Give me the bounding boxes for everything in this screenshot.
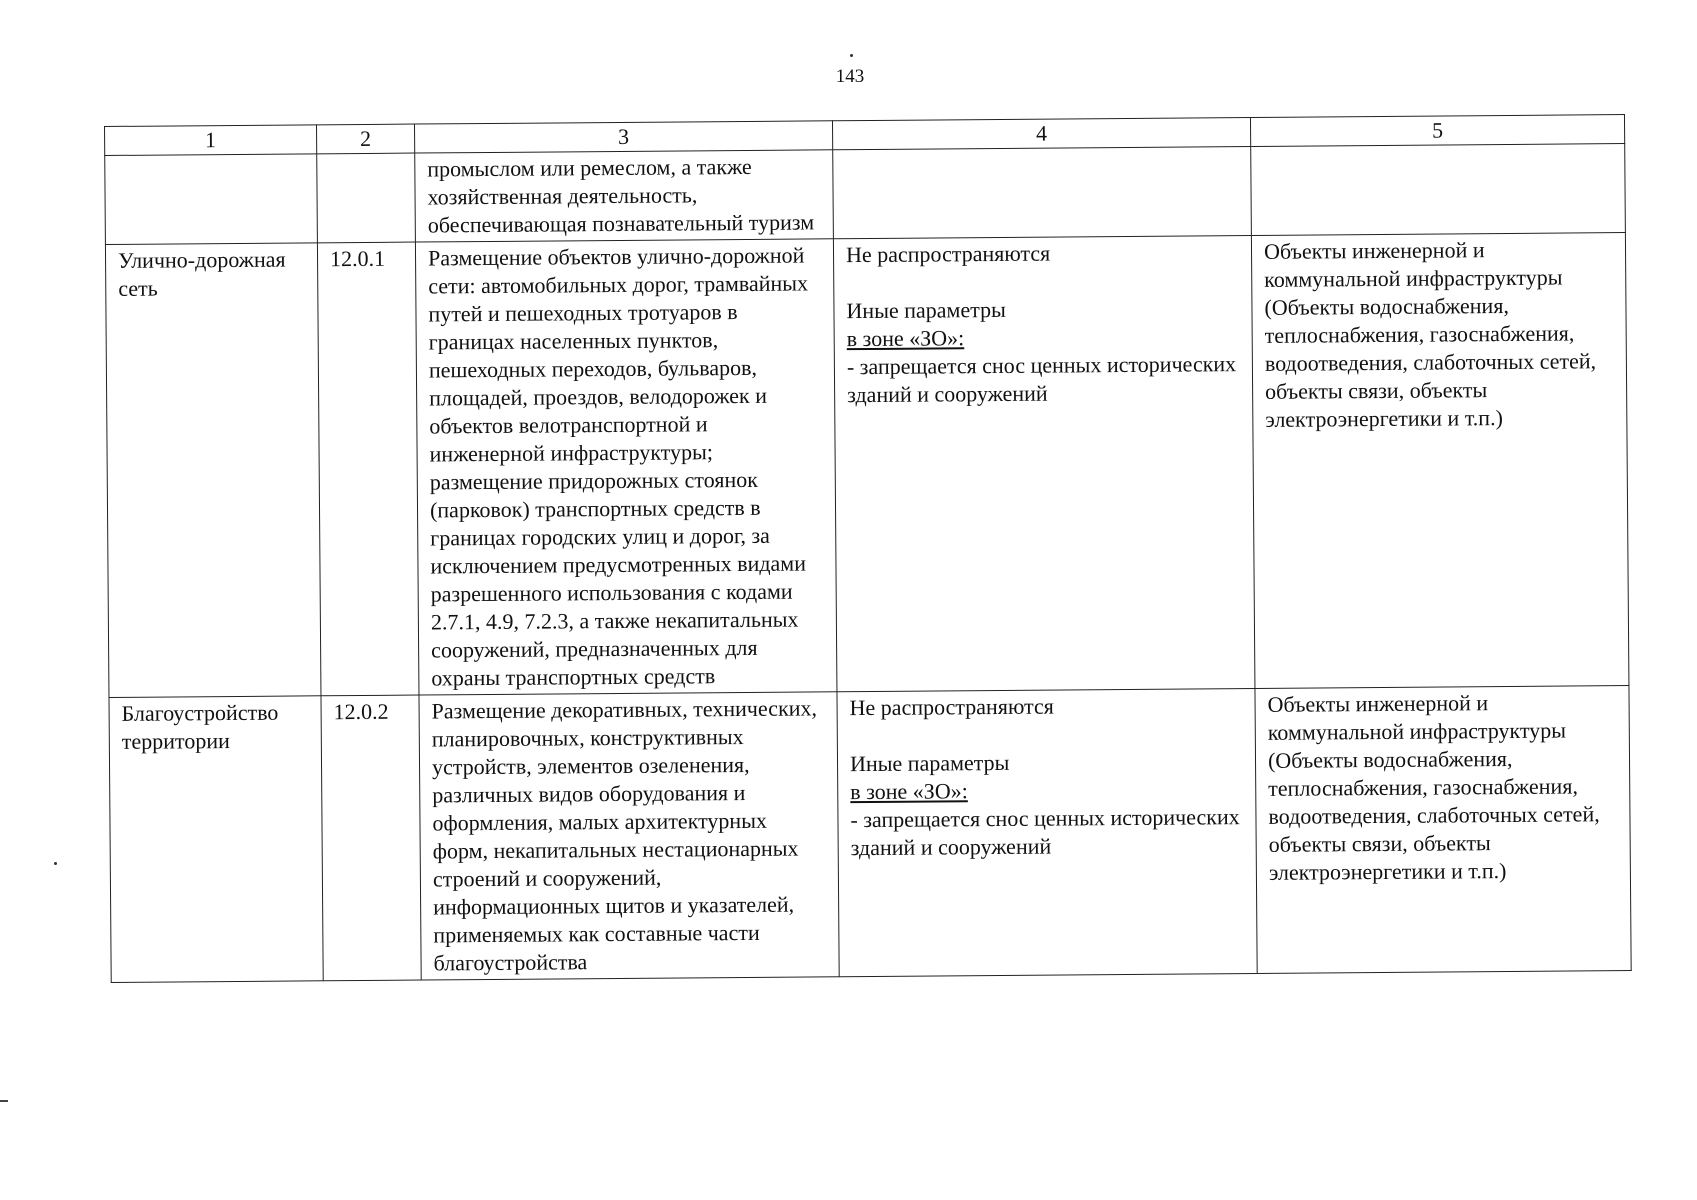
auxiliary-uses-cell [1251,144,1626,236]
use-description-cell: Размещение объектов улично-дорожной сети: автомобильных дорог, трамвайных путей и пешеходных тротуаров в границах населенных пунктов, пешеходных переходов, бульваров, площадей, проездов, велодорожек и объектов велотранспортной и инженерной инфраструктуры; размещение придорожных стоянок (парковок) транспортных средств в границах городских улиц и дорог, за исключением предусмотренных видами разрешенного использования с кодами 2.7.1, 4.9, 7.2.3, а также некапитальных сооружений, предназначенных для охраны транспортных средств [415,239,837,695]
parameters-cell [837,688,1257,976]
parameters-status: Не распространяются [845,240,1051,268]
column-header: 4 [832,117,1250,149]
use-name-cell: Улично-дорожная сеть [105,243,321,698]
use-code-cell: 12.0.1 [317,242,419,696]
page-number: 143 [835,66,865,87]
table-row-continuation [105,144,1626,245]
use-description-cell: промыслом или ремеслом, а также хозяйственная деятельность, обеспечивающая познавательный туризм [415,150,834,242]
zoning-table [104,114,1632,983]
parameters-cell [833,235,1255,691]
auxiliary-uses-cell: Объекты инженерной и коммунальной инфраструктуры (Объекты водоснабжения, теплоснабжения, газоснабжения, водоотведения, слаботочных сетей, объекты связи, объекты электроэнергетики и т.п.) [1255,686,1631,974]
use-code-cell: 12.0.2 [321,695,421,981]
table-row [109,686,1631,983]
use-description-cell: Размещение декоративных, технических, планировочных, конструктивных устройств, элементов озеленения, различных видов оборудования и оформления, малых архитектурных форм, некапитальных нестационарных строений и сооружений, информационных щитов и указателей, применяемых как составные части благоустройства [419,692,839,980]
parameters-other-label: Иные параметры [849,749,1010,777]
column-header: 2 [316,124,414,154]
use-name-cell [105,154,318,245]
document-table-wrapper [104,114,1632,983]
column-header: 5 [1250,115,1624,147]
use-name-cell: Благоустройство территории [109,696,323,983]
parameters-rule: - запрещается снос ценных исторических зданий и сооружений [846,351,1237,408]
parameters-spacer [846,266,1239,297]
scan-edge-mark [0,1100,8,1102]
column-header: 1 [105,125,317,156]
parameters-other-label: Иные параметры [846,296,1006,324]
parameters-cell [833,146,1252,238]
parameters-status: Не распространяются [849,693,1054,721]
table-row [105,233,1629,698]
parameters-zone-label: в зоне «ЗО»: [850,778,968,805]
parameters-spacer [850,719,1243,750]
use-code-cell [317,153,416,243]
scan-speck [54,862,57,865]
scan-speck [850,54,853,57]
column-header: 3 [414,121,832,153]
parameters-zone-label: в зоне «ЗО»: [846,325,965,352]
auxiliary-uses-cell: Объекты инженерной и коммунальной инфраструктуры (Объекты водоснабжения, теплоснабжения, газоснабжения, водоотведения, слаботочных сетей, объекты связи, объекты электроэнергетики и т.п.) [1251,233,1629,689]
parameters-rule: - запрещается снос ценных исторических зданий и сооружений [850,804,1240,861]
